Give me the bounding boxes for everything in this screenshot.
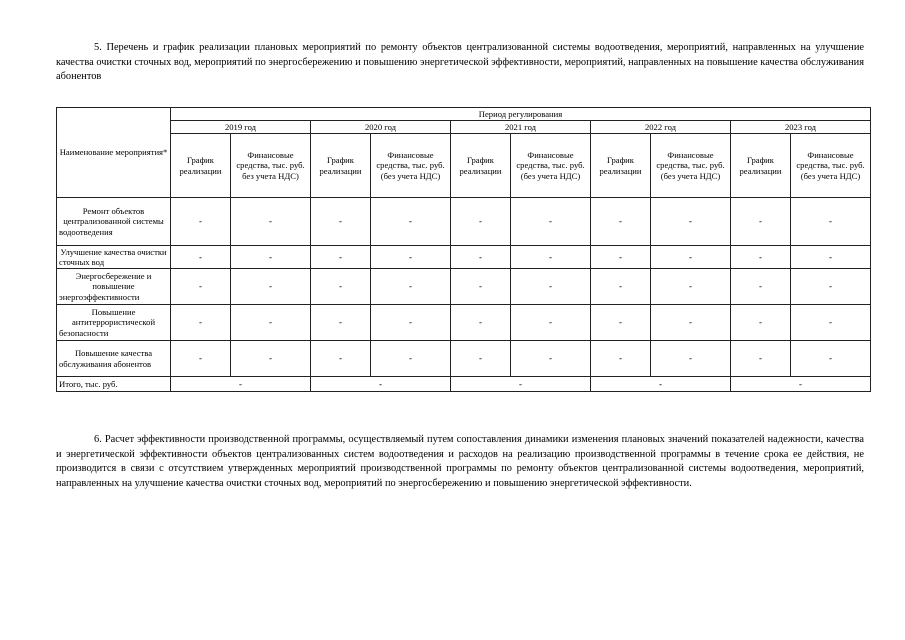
table-row bbox=[57, 246, 871, 269]
finance-header: Финансовые средства, тыс. руб. (без учета НДС) bbox=[651, 134, 731, 198]
table-cell: - bbox=[371, 341, 451, 377]
table-cell: - bbox=[231, 305, 311, 341]
table-cell: - bbox=[231, 269, 311, 305]
table-cell: - bbox=[371, 269, 451, 305]
measure-name: Повышение качества обслуживания абонентов bbox=[57, 341, 171, 377]
table-cell: - bbox=[511, 305, 591, 341]
total-cell: - bbox=[171, 377, 311, 392]
table-cell: - bbox=[731, 246, 791, 269]
measure-name: Повышение антитеррористической безопасности bbox=[57, 305, 171, 341]
measure-name: Улучшение качества очистки сточных вод bbox=[57, 246, 171, 269]
table-cell: - bbox=[171, 341, 231, 377]
table-row bbox=[57, 269, 871, 305]
table-cell: - bbox=[791, 305, 871, 341]
table-cell: - bbox=[371, 198, 451, 246]
year-header: 2019 год bbox=[171, 121, 311, 134]
table-cell: - bbox=[451, 305, 511, 341]
table-cell: - bbox=[651, 269, 731, 305]
name-column-header: Наименование мероприятия* bbox=[57, 108, 171, 198]
schedule-header: График реализации bbox=[591, 134, 651, 198]
table-row bbox=[57, 305, 871, 341]
table-cell: - bbox=[231, 198, 311, 246]
finance-header: Финансовые средства, тыс. руб. (без учета НДС) bbox=[511, 134, 591, 198]
table-cell: - bbox=[171, 246, 231, 269]
table-cell: - bbox=[311, 198, 371, 246]
table-cell: - bbox=[731, 305, 791, 341]
table-row bbox=[57, 341, 871, 377]
year-header: 2021 год bbox=[451, 121, 591, 134]
finance-header: Финансовые средства, тыс. руб. без учета НДС) bbox=[231, 134, 311, 198]
table-cell: - bbox=[791, 198, 871, 246]
table-cell: - bbox=[511, 341, 591, 377]
table-cell: - bbox=[791, 341, 871, 377]
table-cell: - bbox=[371, 246, 451, 269]
table-cell: - bbox=[451, 341, 511, 377]
section-6-paragraph: 6. Расчет эффективности производственной программы, осуществляемый путем сопоставления динамики изменения плановых значений показателей надежности, качества и энергетической эффективности объектов централизованных систем водоотведения и расходов на реализацию производственной программы в течение срока ее действия, не производится в связи с отсутствием утвержденных мероприятий производственной программы по ремонту объектов централизованной системы водоотведения, мероприятий, направленных на улучшение качества очистки сточных вод, мероприятий по энергосбережению и повышению энергетической эффективности. bbox=[56, 434, 864, 489]
finance-header: Финансовые средства, тыс. руб. (без учета НДС) bbox=[371, 134, 451, 198]
table-cell: - bbox=[311, 269, 371, 305]
year-header: 2022 год bbox=[591, 121, 731, 134]
table-row bbox=[57, 198, 871, 246]
finance-header: Финансовые средства, тыс. руб. (без учета НДС) bbox=[791, 134, 871, 198]
total-label: Итого, тыс. руб. bbox=[57, 377, 171, 392]
table-cell: - bbox=[451, 198, 511, 246]
table-cell: - bbox=[651, 341, 731, 377]
measure-name: Ремонт объектов централизованной системы водоотведения bbox=[57, 198, 171, 246]
total-cell: - bbox=[311, 377, 451, 392]
table-cell: - bbox=[731, 198, 791, 246]
table-cell: - bbox=[171, 198, 231, 246]
measure-name: Энергосбережение и повышение энергоэффективности bbox=[57, 269, 171, 305]
table-cell: - bbox=[791, 269, 871, 305]
year-header: 2020 год bbox=[311, 121, 451, 134]
table-cell: - bbox=[791, 246, 871, 269]
table-cell: - bbox=[171, 269, 231, 305]
schedule-header: График реализации bbox=[451, 134, 511, 198]
table-cell: - bbox=[511, 269, 591, 305]
table-cell: - bbox=[511, 246, 591, 269]
table-cell: - bbox=[651, 305, 731, 341]
table-cell: - bbox=[371, 305, 451, 341]
table-cell: - bbox=[651, 198, 731, 246]
table-cell: - bbox=[451, 246, 511, 269]
table-cell: - bbox=[591, 198, 651, 246]
total-cell: - bbox=[451, 377, 591, 392]
table-cell: - bbox=[511, 198, 591, 246]
table-cell: - bbox=[311, 341, 371, 377]
table-cell: - bbox=[731, 341, 791, 377]
table-cell: - bbox=[231, 246, 311, 269]
schedule-header: График реализации bbox=[311, 134, 371, 198]
table-cell: - bbox=[231, 341, 311, 377]
table-cell: - bbox=[311, 305, 371, 341]
table-cell: - bbox=[311, 246, 371, 269]
table-cell: - bbox=[591, 269, 651, 305]
total-cell: - bbox=[731, 377, 871, 392]
table-cell: - bbox=[451, 269, 511, 305]
section-5-paragraph: 5. Перечень и график реализации плановых мероприятий по ремонту объектов централизованной системы водоотведения, мероприятий, направленных на улучшение качества очистки сточных вод, мероприятий по энергосбережению и повышению энергетической эффективности, мероприятий, направленных на повышение качества обслуживания абонентов bbox=[56, 42, 864, 83]
schedule-header: График реализации bbox=[731, 134, 791, 198]
table-cell: - bbox=[171, 305, 231, 341]
period-header: Период регулирования bbox=[171, 108, 871, 121]
table-cell: - bbox=[591, 341, 651, 377]
year-header: 2023 год bbox=[731, 121, 871, 134]
total-row bbox=[57, 377, 871, 392]
schedule-header: График реализации bbox=[171, 134, 231, 198]
table-cell: - bbox=[651, 246, 731, 269]
table-cell: - bbox=[591, 305, 651, 341]
measures-schedule-table bbox=[56, 107, 871, 392]
table-cell: - bbox=[591, 246, 651, 269]
total-cell: - bbox=[591, 377, 731, 392]
table-cell: - bbox=[731, 269, 791, 305]
